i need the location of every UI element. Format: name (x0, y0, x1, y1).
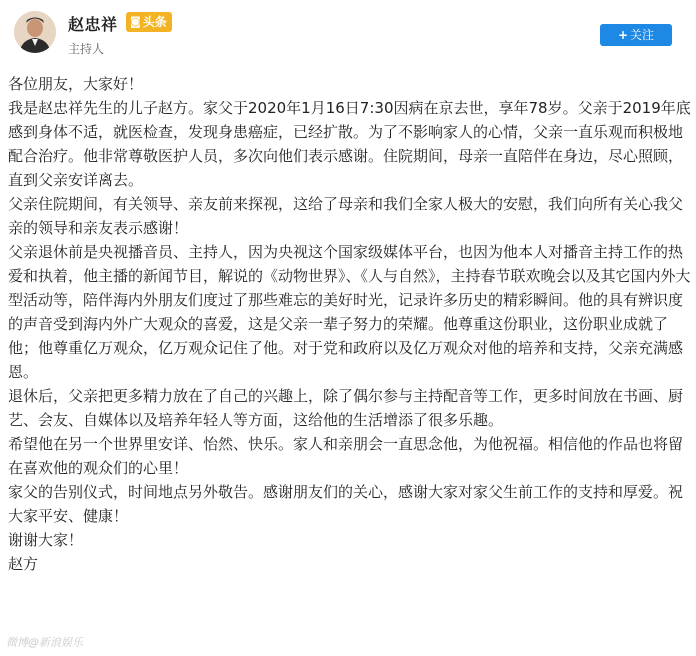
article-signature: 赵方 (8, 555, 39, 573)
badge-label: 头条 (142, 15, 167, 29)
article-paragraph: 父亲退休前是央视播音员、主持人，因为央视这个国家级媒体平台，也因为他本人对播音主持工作的热爱和执着，他主播的新闻节目，解说的《动物世界》、《人与自然》，主持春节联欢晚会以及其它国内外大型活动等，陪伴海内外朋友们度过了那些难忘的美好时光，记录许多历史的精彩瞬间。他的具有辨识度的声音受到海内外广大观众的喜爱，这是父亲一辈子努力的荣耀。他尊重这份职业，这份职业成就了他；他尊重亿万观众，亿万观众记住了他。对于党和政府以及亿万观众对他的培养和支持，父亲充满感恩。 (8, 243, 691, 381)
article-paragraph: 我是赵忠祥先生的儿子赵方。家父于2020年1月16日7:30因病在京去世，享年78岁。父亲于2019年底感到身体不适，就医检查，发现身患癌症，已经扩散。为了不影响家人的心情，父亲一直乐观而积极地配合治疗。他非常尊敬医护人员，多次向他们表示感谢。住院期间，母亲一直陪伴在身边，尽心照顾，直到父亲安详离去。 (8, 99, 691, 189)
article-body (8, 72, 692, 576)
toutiao-badge (126, 12, 172, 32)
article-paragraph: 家父的告别仪式，时间地点另外敬告。感谢朋友们的关心，感谢大家对家父生前工作的支持和厚爱。祝大家平安、健康！ (8, 483, 684, 525)
avatar-image (14, 11, 56, 53)
plus-icon: + (617, 28, 629, 42)
article-paragraph: 各位朋友，大家好！ (8, 75, 144, 93)
article-paragraph: 希望他在另一个世界里安详、怡然、快乐。家人和亲朋会一直思念他，为他祝福。相信他的作品也将留在喜欢他的观众们的心里！ (8, 435, 684, 477)
author-title: 主持人 (68, 42, 105, 56)
toutiao-logo-icon: ◙ (130, 15, 141, 28)
article-paragraph: 父亲住院期间，有关领导、亲友前来探视，这给了母亲和我们全家人极大的安慰，我们向所有关心我父亲的领导和亲友表示感谢！ (8, 195, 684, 237)
author-name[interactable]: 赵忠祥 (68, 15, 118, 34)
follow-button[interactable] (600, 24, 672, 46)
article-paragraph: 退休后，父亲把更多精力放在了自己的兴趣上，除了偶尔参与主持配音等工作，更多时间放在书画、厨艺、会友、自媒体以及培养年轻人等方面，这给他的生活增添了很多乐趣。 (8, 387, 684, 429)
follow-label: 关注 (630, 28, 655, 42)
avatar[interactable] (14, 11, 56, 53)
watermark: 微博@新浪娱乐 (6, 636, 83, 649)
post-header (0, 0, 696, 64)
article-paragraph: 谢谢大家！ (8, 531, 84, 549)
